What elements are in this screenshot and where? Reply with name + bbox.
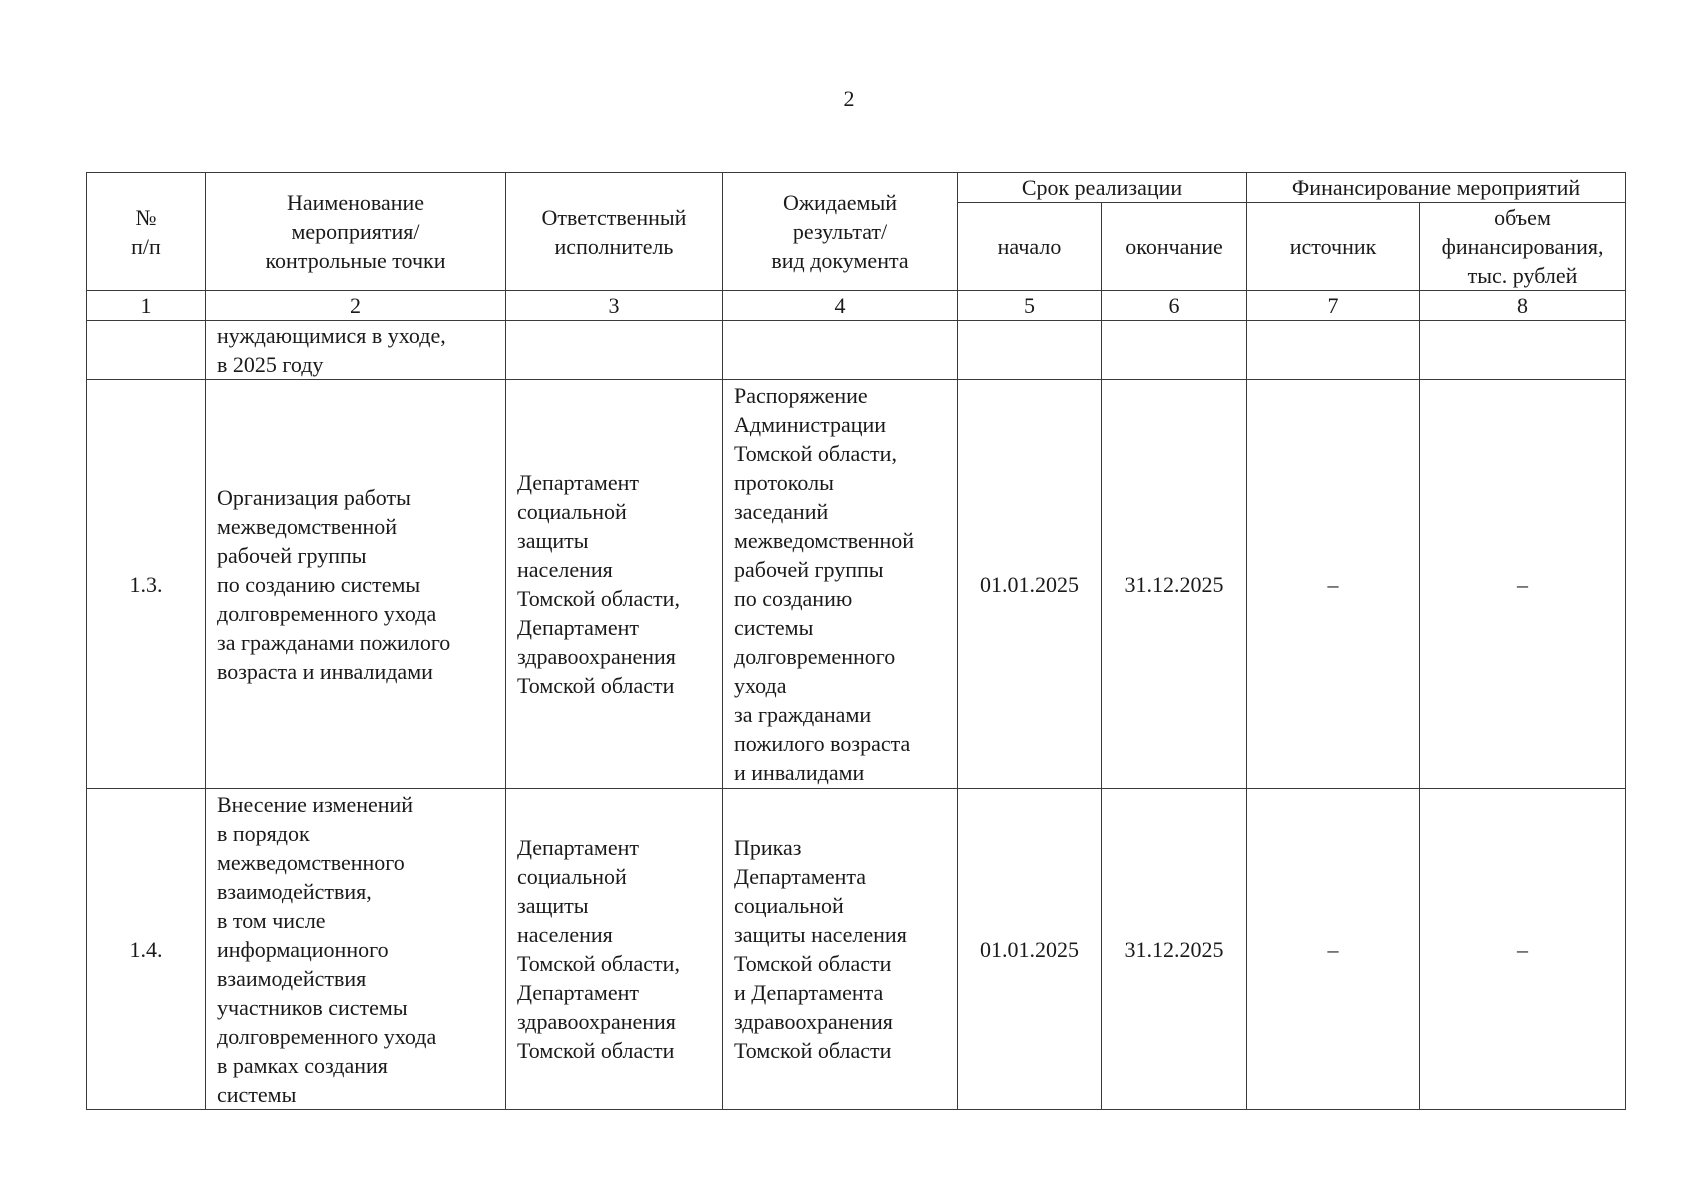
header-result: Ожидаемый результат/ вид документа xyxy=(723,173,958,291)
cell-start: 01.01.2025 xyxy=(958,380,1102,789)
cell-executor: Департамент социальной защиты населения Томской области, Департамент здравоохранения Томской области xyxy=(506,380,723,789)
column-number: 5 xyxy=(958,291,1102,321)
column-number: 4 xyxy=(723,291,958,321)
header-executor: Ответственный исполнитель xyxy=(506,173,723,291)
column-number: 3 xyxy=(506,291,723,321)
column-number: 6 xyxy=(1102,291,1247,321)
cell-executor: Департамент социальной защиты населения Томской области, Департамент здравоохранения Томской области xyxy=(506,789,723,1110)
cell-source: – xyxy=(1247,380,1420,789)
header-financing-group: Финансирование мероприятий xyxy=(1247,173,1626,203)
cell-start: 01.01.2025 xyxy=(958,789,1102,1110)
cell-name: Внесение изменений в порядок межведомственного взаимодействия, в том числе информационного взаимодействия участников системы долговременного ухода в рамках создания системы xyxy=(206,789,506,1110)
header-num: № п/п xyxy=(87,173,206,291)
cell-result xyxy=(723,321,958,380)
table-row xyxy=(87,380,1626,789)
cell-volume: – xyxy=(1420,380,1626,789)
cell-num: 1.4. xyxy=(87,789,206,1110)
header-name: Наименование мероприятия/ контрольные точки xyxy=(206,173,506,291)
cell-name: нуждающимися в уходе, в 2025 году xyxy=(206,321,506,380)
cell-start xyxy=(958,321,1102,380)
table-row xyxy=(87,321,1626,380)
table-row xyxy=(87,789,1626,1110)
column-numbers-row xyxy=(87,291,1626,321)
cell-num xyxy=(87,321,206,380)
cell-executor xyxy=(506,321,723,380)
cell-result: Распоряжение Администрации Томской области, протоколы заседаний межведомственной рабочей группы по созданию системы долговременного ухода за гражданами пожилого возраста и инвалидами xyxy=(723,380,958,789)
header-term-group: Срок реализации xyxy=(958,173,1247,203)
cell-name: Организация работы межведомственной рабочей группы по созданию системы долговременного ухода за гражданами пожилого возраста и инвалидами xyxy=(206,380,506,789)
column-number: 7 xyxy=(1247,291,1420,321)
cell-source xyxy=(1247,321,1420,380)
column-number: 8 xyxy=(1420,291,1626,321)
page-number: 2 xyxy=(843,86,855,111)
cell-volume: – xyxy=(1420,789,1626,1110)
column-number: 1 xyxy=(87,291,206,321)
cell-end xyxy=(1102,321,1247,380)
header-fin-source: источник xyxy=(1247,203,1420,291)
header-term-end: окончание xyxy=(1102,203,1247,291)
cell-volume xyxy=(1420,321,1626,380)
cell-num: 1.3. xyxy=(87,380,206,789)
cell-source: – xyxy=(1247,789,1420,1110)
activities-table xyxy=(86,172,1626,1110)
header-term-start: начало xyxy=(958,203,1102,291)
table-header-row xyxy=(87,173,1626,203)
cell-end: 31.12.2025 xyxy=(1102,789,1247,1110)
header-fin-volume: объем финансирования, тыс. рублей xyxy=(1420,203,1626,291)
cell-end: 31.12.2025 xyxy=(1102,380,1247,789)
cell-result: Приказ Департамента социальной защиты населения Томской области и Департамента здравоохранения Томской области xyxy=(723,789,958,1110)
column-number: 2 xyxy=(206,291,506,321)
